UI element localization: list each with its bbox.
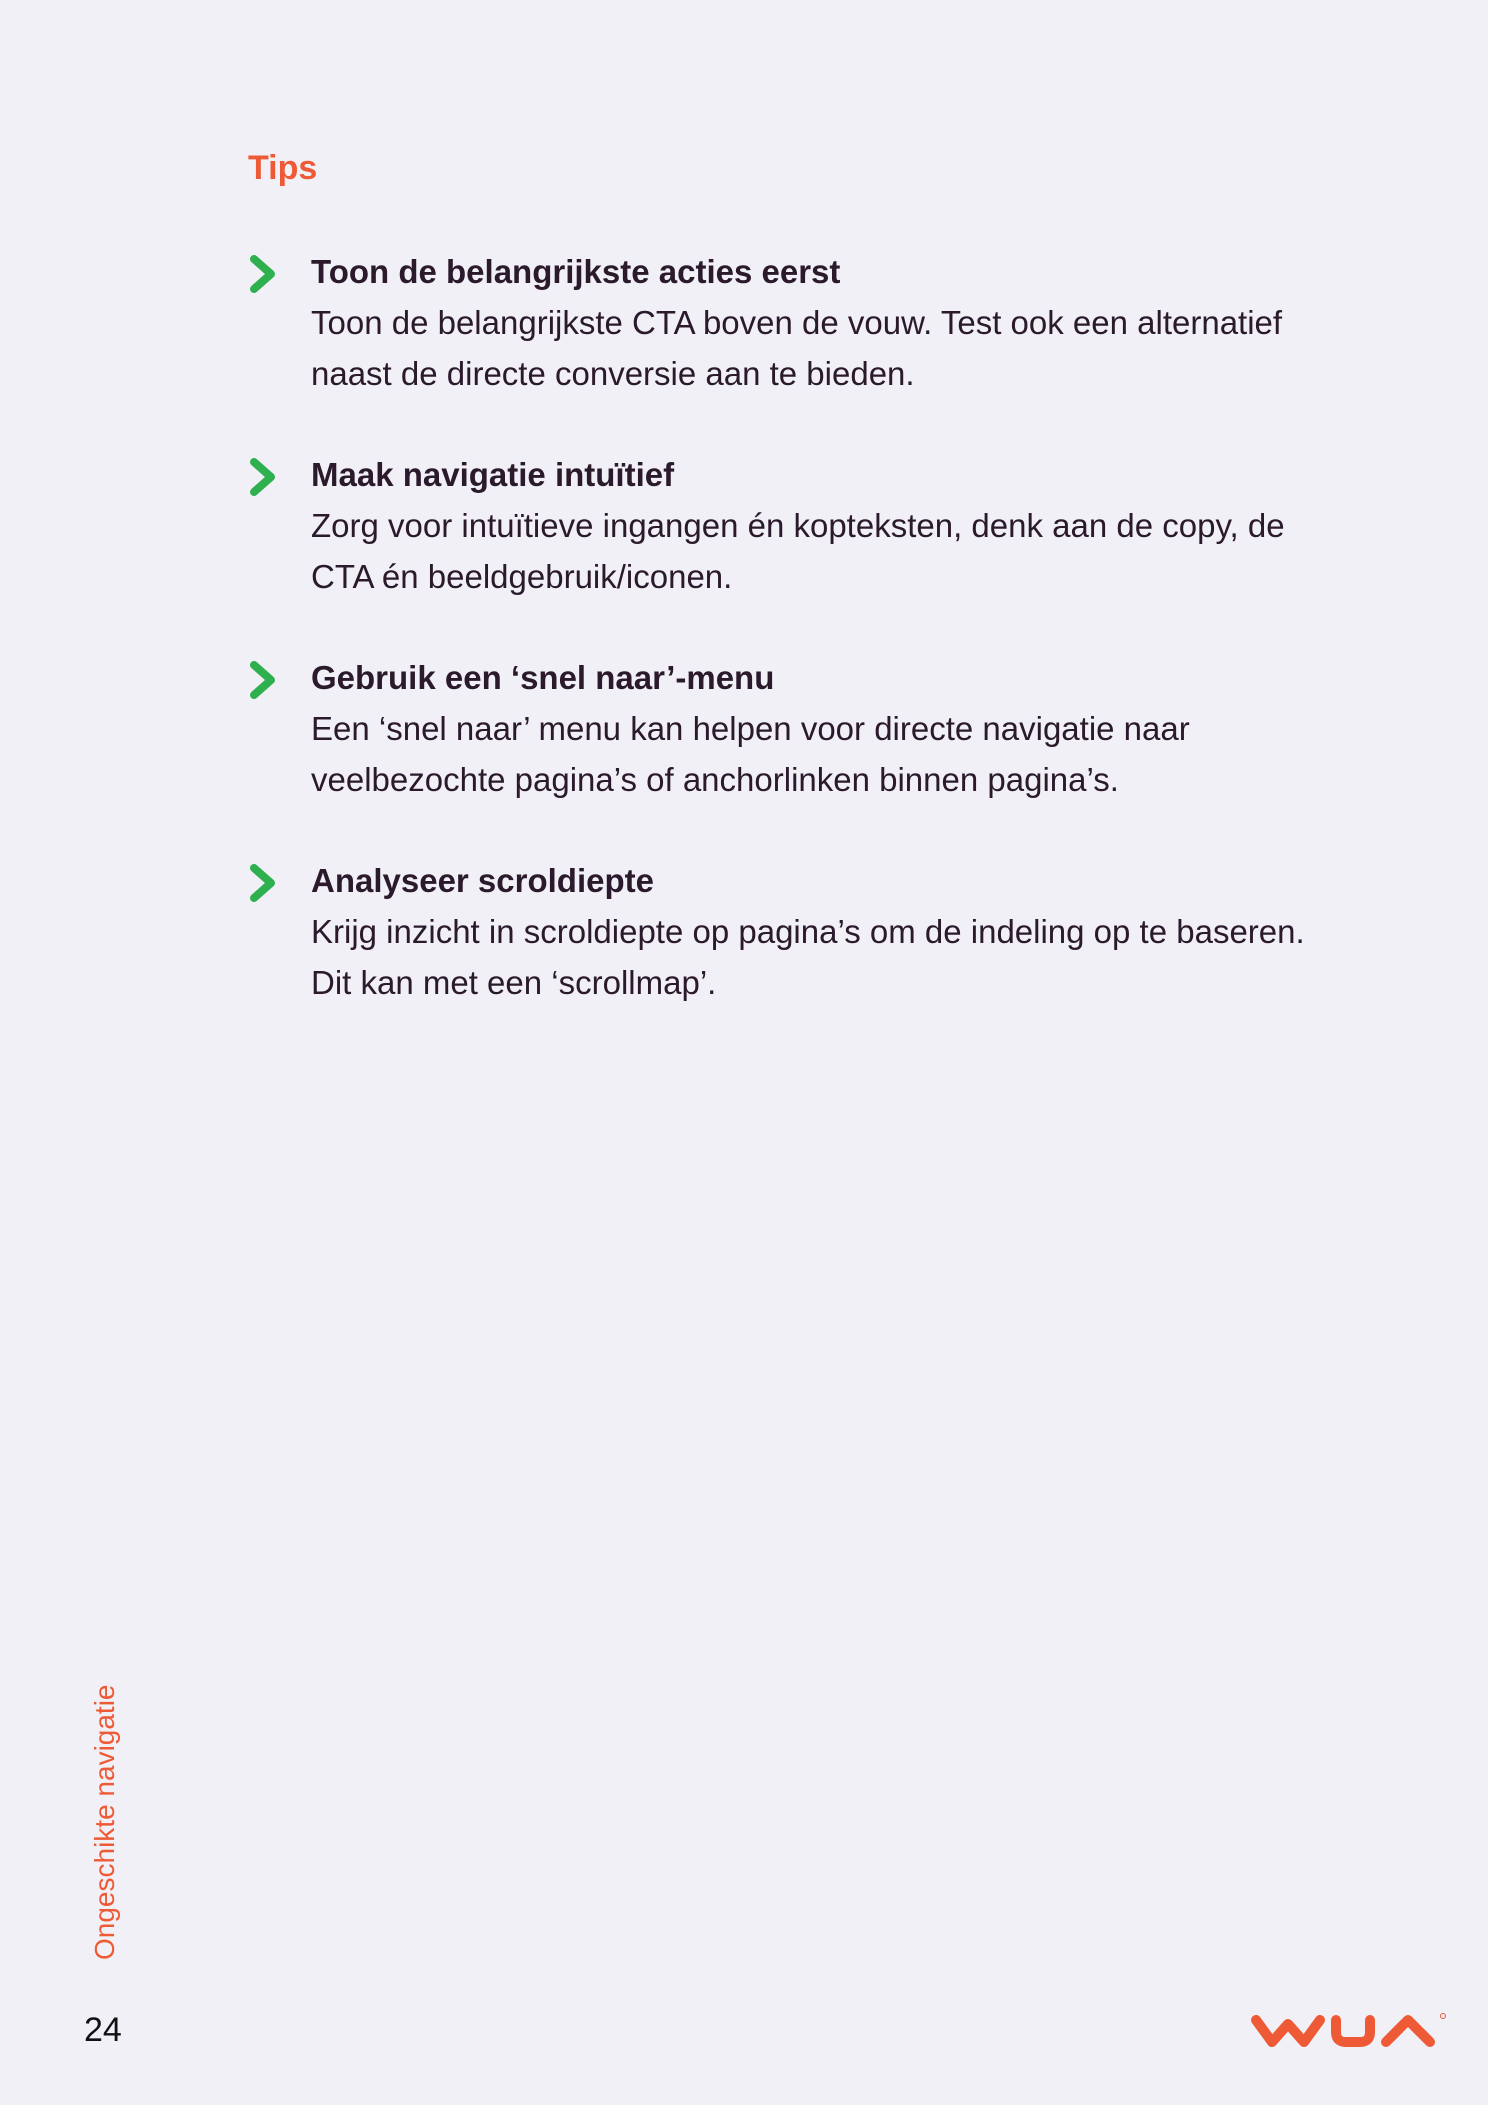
chevron-right-icon [248, 255, 278, 293]
tip-item [248, 653, 1348, 856]
tip-text: Toon de belangrijkste CTA boven de vouw. Test ook een alternatief naast de directe conversie aan te bieden. [311, 304, 1283, 392]
section-heading: Tips [248, 149, 318, 187]
page-number: 24 [84, 2011, 122, 2049]
tip-title: Gebruik een ‘snel naar’-menu [311, 659, 775, 696]
section-label: Ongeschikte navigatie [89, 1684, 120, 1960]
tip-title: Analyseer scroldiepte [311, 862, 654, 899]
tip-text: Zorg voor intuïtieve ingangen én kopteksten, denk aan de copy, de CTA én beeldgebruik/iconen. [311, 507, 1285, 595]
chevron-right-icon [248, 864, 278, 902]
chevron-right-icon [248, 458, 278, 496]
tip-title: Maak navigatie intuïtief [311, 456, 675, 493]
tip-title: Toon de belangrijkste acties eerst [311, 253, 841, 290]
tip-text: Een ‘snel naar’ menu kan helpen voor directe navigatie naar veelbezochte pagina’s of anchorlinken binnen pagina’s. [311, 710, 1190, 798]
tip-text: Krijg inzicht in scroldiepte op pagina’s om de indeling op te baseren. Dit kan met een ‘scrollmap’. [311, 913, 1305, 1001]
tips-list [248, 247, 1348, 1059]
tip-item [248, 450, 1348, 653]
tip-item [248, 247, 1348, 450]
wua-logo [1250, 2010, 1450, 2050]
chevron-right-icon [248, 661, 278, 699]
tip-item [248, 856, 1348, 1059]
